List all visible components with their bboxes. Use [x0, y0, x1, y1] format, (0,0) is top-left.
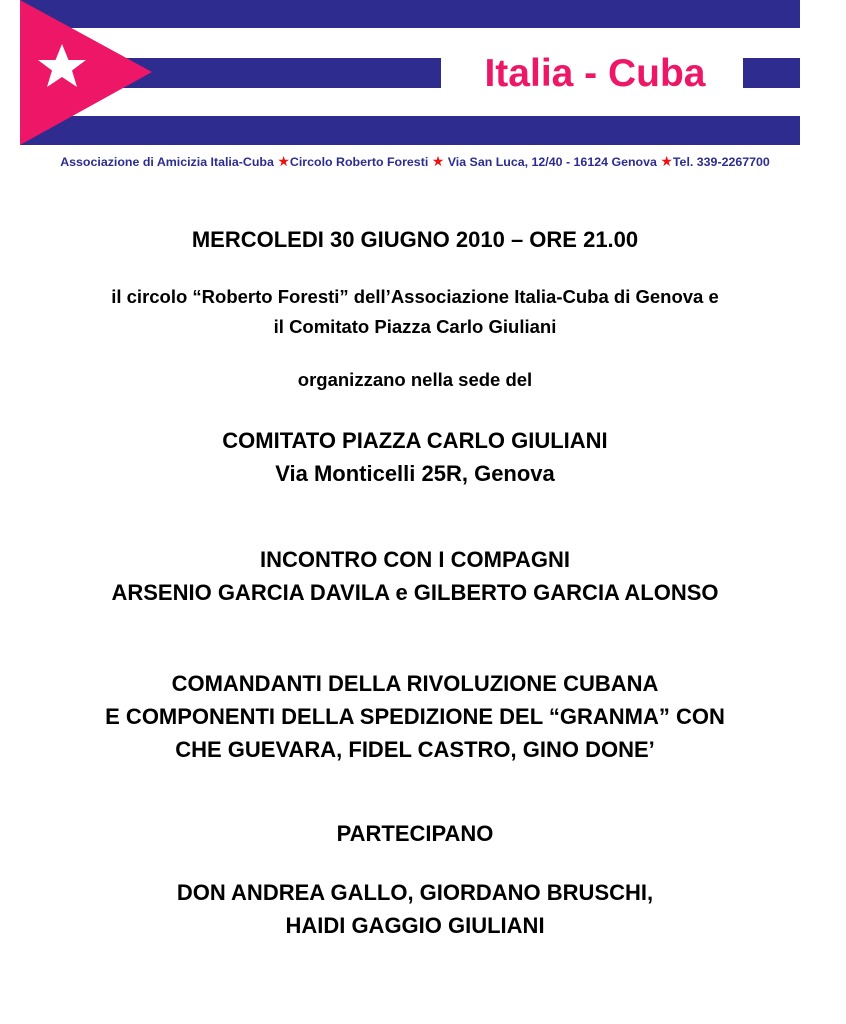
phone: Tel. 339-2267700	[672, 155, 770, 169]
description-block	[20, 667, 810, 766]
date-time-line: MERCOLEDI 30 GIUGNO 2010 – ORE 21.00	[191, 227, 639, 252]
organizer-line: il circolo “Roberto Foresti” dell’Associazione Italia-Cuba di Genova e	[111, 286, 719, 307]
meeting-line: ARSENIO GARCIA DAVILA e GILBERTO GARCIA ALONSO	[111, 580, 719, 605]
brand-title: Italia - Cuba	[484, 52, 706, 95]
separator-star-icon: ★	[431, 153, 445, 169]
header-banner	[0, 0, 846, 150]
meeting-line: INCONTRO CON I COMPAGNI	[259, 547, 571, 572]
venue-name: COMITATO PIAZZA CARLO GIULIANI	[222, 428, 608, 453]
flag-stripe-top	[20, 0, 800, 28]
meeting-block	[20, 543, 810, 609]
venue-address: Via Monticelli 25R, Genova	[275, 461, 555, 486]
description-line: E COMPONENTI DELLA SPEDIZIONE DEL “GRANMA” CON	[105, 704, 725, 729]
participants-label-line: PARTECIPANO	[336, 821, 494, 846]
participant-line: DON ANDREA GALLO, GIORDANO BRUSCHI,	[176, 880, 654, 905]
participants-block	[20, 876, 810, 942]
venue-block	[20, 424, 810, 490]
description-line: COMANDANTI DELLA RIVOLUZIONE CUBANA	[171, 671, 659, 696]
description-line: CHE GUEVARA, FIDEL CASTRO, GINO DONE’	[175, 737, 655, 762]
venue-intro	[20, 365, 810, 395]
organizers-block	[20, 282, 810, 342]
separator-star-icon: ★	[277, 153, 290, 169]
separator-star-icon: ★	[660, 153, 673, 169]
participant-line: HAIDI GAGGIO GIULIANI	[285, 913, 545, 938]
circle-name: Circolo Roberto Foresti	[289, 155, 429, 169]
address: Via San Luca, 12/40 - 16124 Genova	[447, 155, 657, 169]
association-name: Associazione di Amicizia Italia-Cuba	[60, 155, 274, 169]
event-date-time	[20, 223, 810, 256]
venue-intro-line: organizzano nella sede del	[297, 369, 533, 390]
organizer-line: il Comitato Piazza Carlo Giuliani	[273, 316, 557, 337]
flag-stripe-bottom	[20, 116, 800, 145]
contact-line	[20, 150, 810, 172]
participants-label	[20, 817, 810, 850]
